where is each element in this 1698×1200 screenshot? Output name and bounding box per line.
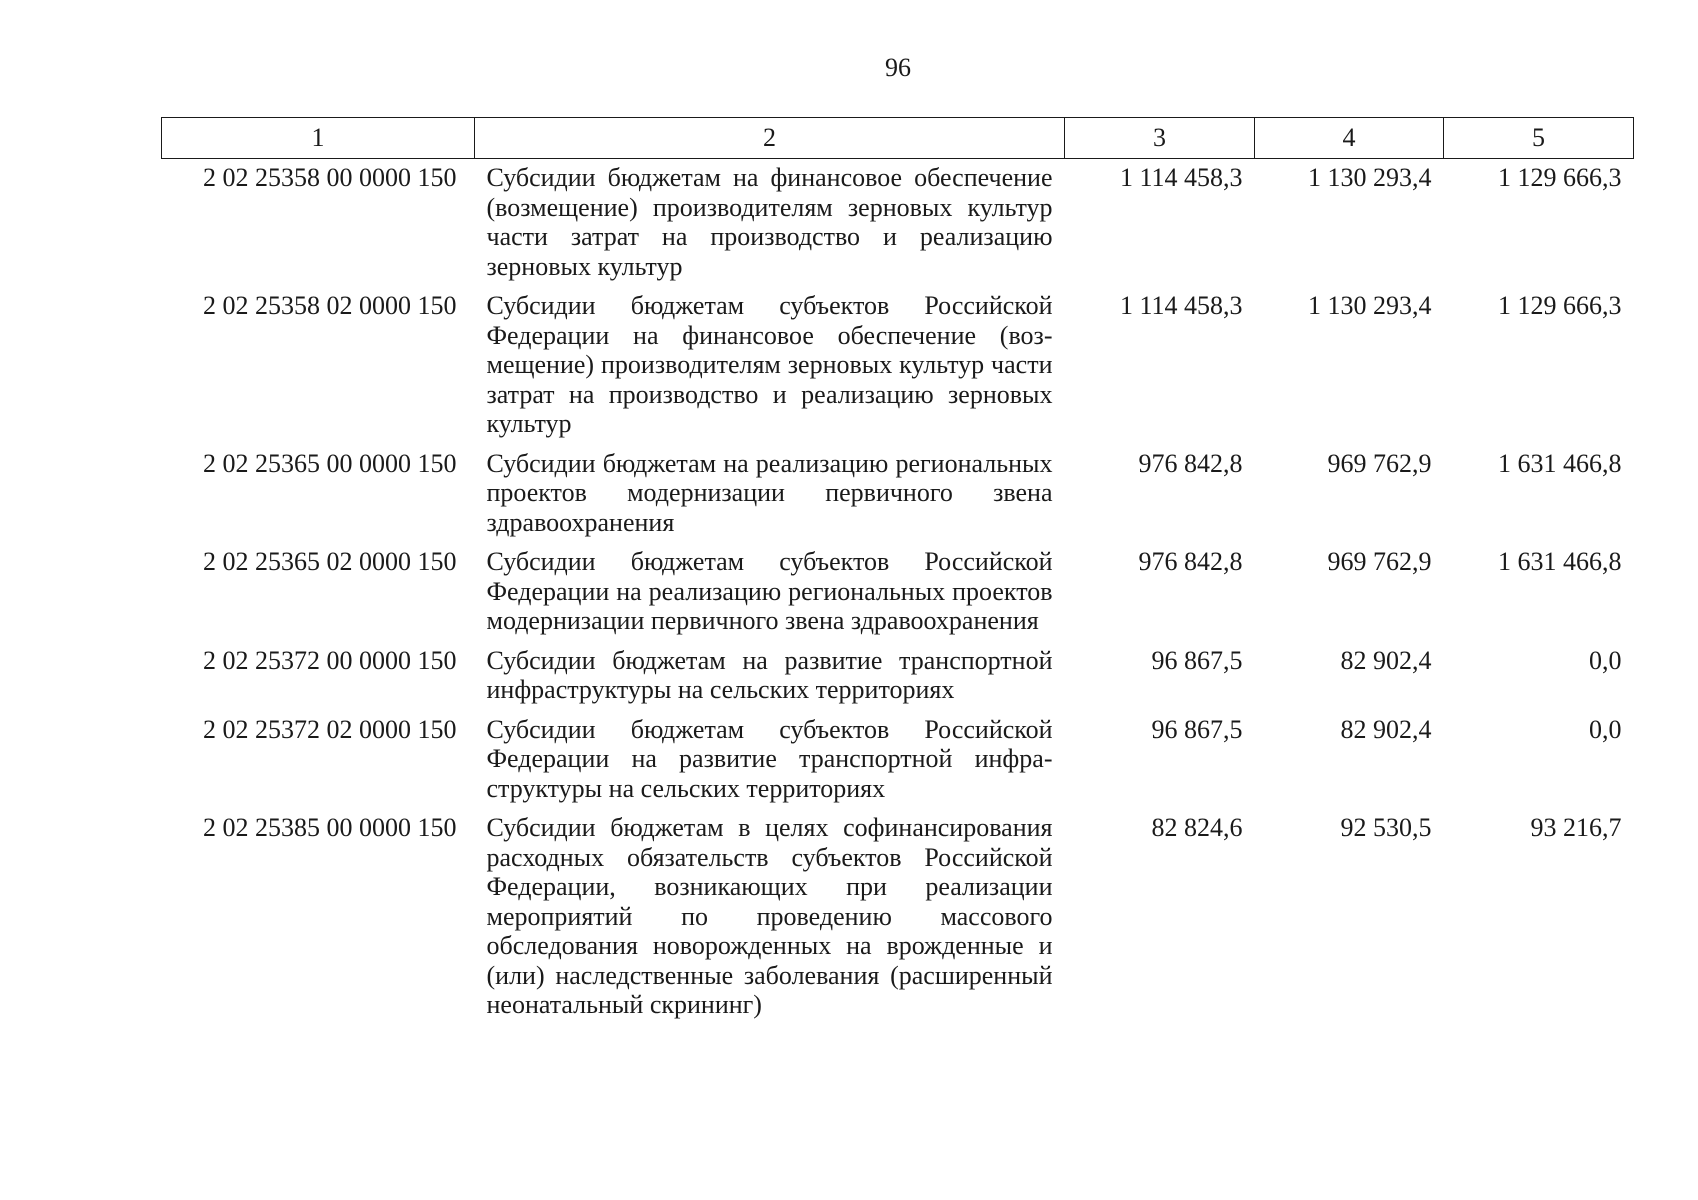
row-value-col5: 0,0 bbox=[1589, 645, 1622, 675]
table-row bbox=[162, 547, 1634, 646]
row-code: 2 02 25365 02 0000 150 bbox=[203, 547, 457, 576]
header-row bbox=[162, 118, 1634, 159]
row-value-col5: 0,0 bbox=[1589, 714, 1622, 744]
row-value-col5: 1 631 466,8 bbox=[1498, 547, 1622, 576]
column-header-1: 1 bbox=[162, 118, 475, 159]
budget-table bbox=[161, 117, 1634, 1030]
row-value-col3: 96 867,5 bbox=[1151, 645, 1243, 675]
row-value-col4: 1 130 293,4 bbox=[1308, 163, 1432, 192]
row-value-col4: 82 902,4 bbox=[1340, 645, 1432, 675]
row-value-col5: 1 631 466,8 bbox=[1498, 448, 1622, 478]
row-value-col5: 1 129 666,3 bbox=[1498, 291, 1622, 320]
row-code: 2 02 25358 02 0000 150 bbox=[203, 291, 457, 320]
row-value-col4: 969 762,9 bbox=[1327, 448, 1432, 478]
row-value-col3: 82 824,6 bbox=[1151, 813, 1243, 842]
table-row bbox=[162, 715, 1634, 814]
row-name: Субсидии бюджетам на развитие транспортной инфраструктуры на сельских территориях bbox=[486, 645, 1053, 704]
table-row bbox=[162, 646, 1634, 715]
row-name: Субсидии бюджетам на реализацию региональных проектов модернизации первичного звена здравоохранения bbox=[486, 448, 1053, 537]
table-header bbox=[162, 118, 1634, 159]
row-name: Субсидии бюджетам субъектов Российской Федерации на финансовое обеспечение (возмещение) производителям зерновых культур части затрат на производство и реализацию зерновых культур bbox=[486, 291, 1053, 438]
row-value-col4: 1 130 293,4 bbox=[1308, 291, 1432, 320]
row-value-col4: 82 902,4 bbox=[1340, 714, 1432, 744]
row-value-col4: 92 530,5 bbox=[1340, 813, 1432, 842]
row-code: 2 02 25365 00 0000 150 bbox=[203, 448, 457, 478]
column-header-4: 4 bbox=[1255, 118, 1444, 159]
row-value-col3: 976 842,8 bbox=[1138, 448, 1243, 478]
table-row bbox=[162, 813, 1634, 1030]
row-value-col5: 93 216,7 bbox=[1530, 813, 1622, 842]
row-value-col3: 96 867,5 bbox=[1151, 714, 1243, 744]
row-name: Субсидии бюджетам субъектов Российской Федерации на развитие транспортной инфраструктуры на сельских территориях bbox=[486, 714, 1053, 803]
row-code: 2 02 25372 02 0000 150 bbox=[203, 714, 457, 744]
row-name: Субсидии бюджетам в целях софинансирования расходных обязательств субъектов Российской Федерации, возникающих при реализации мероприятий по проведению массового обследования новорожденных на врожденные и (или) наследственные заболевания (расширенный неонатальный скрининг) bbox=[486, 813, 1053, 1019]
table-row bbox=[162, 159, 1634, 292]
table-row bbox=[162, 449, 1634, 548]
row-value-col5: 1 129 666,3 bbox=[1498, 163, 1622, 192]
row-value-col4: 969 762,9 bbox=[1327, 547, 1432, 576]
row-code: 2 02 25358 00 0000 150 bbox=[203, 163, 457, 192]
row-code: 2 02 25372 00 0000 150 bbox=[203, 645, 457, 675]
table-row bbox=[162, 291, 1634, 449]
table-body bbox=[162, 159, 1634, 1030]
column-header-2: 2 bbox=[475, 118, 1065, 159]
row-value-col3: 1 114 458,3 bbox=[1119, 291, 1243, 320]
row-code: 2 02 25385 00 0000 150 bbox=[203, 813, 457, 842]
row-value-col3: 976 842,8 bbox=[1138, 547, 1243, 576]
row-value-col3: 1 114 458,3 bbox=[1119, 163, 1243, 192]
column-header-3: 3 bbox=[1065, 118, 1255, 159]
row-name: Субсидии бюджетам субъектов Российской Федерации на реализацию региональных проектов модернизации первичного звена здравоохранения bbox=[486, 547, 1053, 635]
column-header-5: 5 bbox=[1444, 118, 1634, 159]
page-number: 96 bbox=[885, 53, 911, 82]
row-name: Субсидии бюджетам на финансовое обеспечение (возмещение) производителям зерновых культур части затрат на производство и реализацию зерновых культур bbox=[486, 163, 1053, 281]
